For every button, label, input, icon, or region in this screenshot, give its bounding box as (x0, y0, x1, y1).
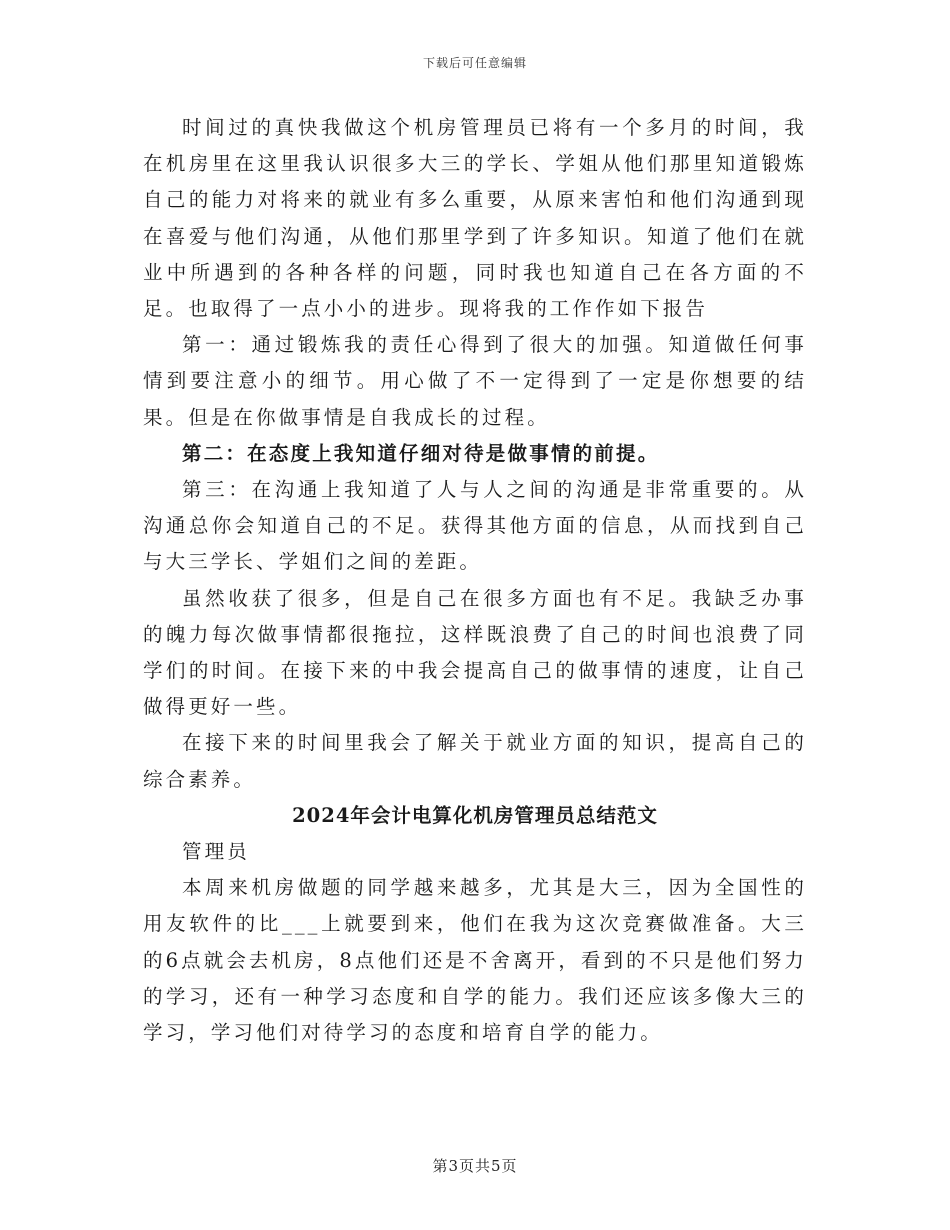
paragraph-point-one: 第一：通过锻炼我的责任心得到了很大的加强。知道做任何事情到要注意小的细节。用心做了不一定得到了一定是你想要的结果。但是在你做事情是自我成长的过程。 (143, 333, 807, 429)
paragraph-intro: 时间过的真快我做这个机房管理员已将有一个多月的时间，我在机房里在这里我认识很多大三的学长、学姐从他们那里知道锻炼自己的能力对将来的就业有多么重要，从原来害怕和他们沟通到现在喜爱与他们沟通，从他们那里学到了许多知识。知道了他们在就业中所遇到的各种各样的问题，同时我也知道自己在各方面的不足。也取得了一点小小的进步。现将我的工作作如下报告 (143, 116, 807, 321)
page-header-note: 下载后可任意编辑 (422, 56, 527, 70)
page-number: 第3页共5页 (432, 1157, 518, 1175)
document-body (143, 110, 807, 1051)
paragraph-role: 管理员 (182, 840, 250, 864)
paragraph-point-three: 第三：在沟通上我知道了人与人之间的沟通是非常重要的。从沟通总你会知道自己的不足。获得其他方面的信息，从而找到自己与大三学长、学姐们之间的差距。 (143, 478, 807, 574)
section-title: 2024年会计电算化机房管理员总结范文 (292, 803, 658, 827)
paragraph-shortcomings: 虽然收获了很多，但是自己在很多方面也有不足。我缺乏办事的魄力每次做事情都很拖拉，这样既浪费了自己的时间也浪费了同学们的时间。在接下来的中我会提高自己的做事情的速度，让自己做得更好一些。 (143, 586, 807, 719)
paragraph-point-two: 第二：在态度上我知道仔细对待是做事情的前提。 (182, 441, 660, 465)
paragraph-plan: 在接下来的时间里我会了解关于就业方面的知识，提高自己的综合素养。 (143, 731, 807, 791)
paragraph-weekly-report: 本周来机房做题的同学越来越多，尤其是大三，因为全国性的用友软件的比___上就要到来，他们在我为这次竞赛做准备。大三的6点就会去机房，8点他们还是不舍离开，看到的不只是他们努力的学习，还有一种学习态度和自学的能力。我们还应该多像大三的学习，学习他们对待学习的态度和培育自学的能力。 (143, 876, 807, 1045)
